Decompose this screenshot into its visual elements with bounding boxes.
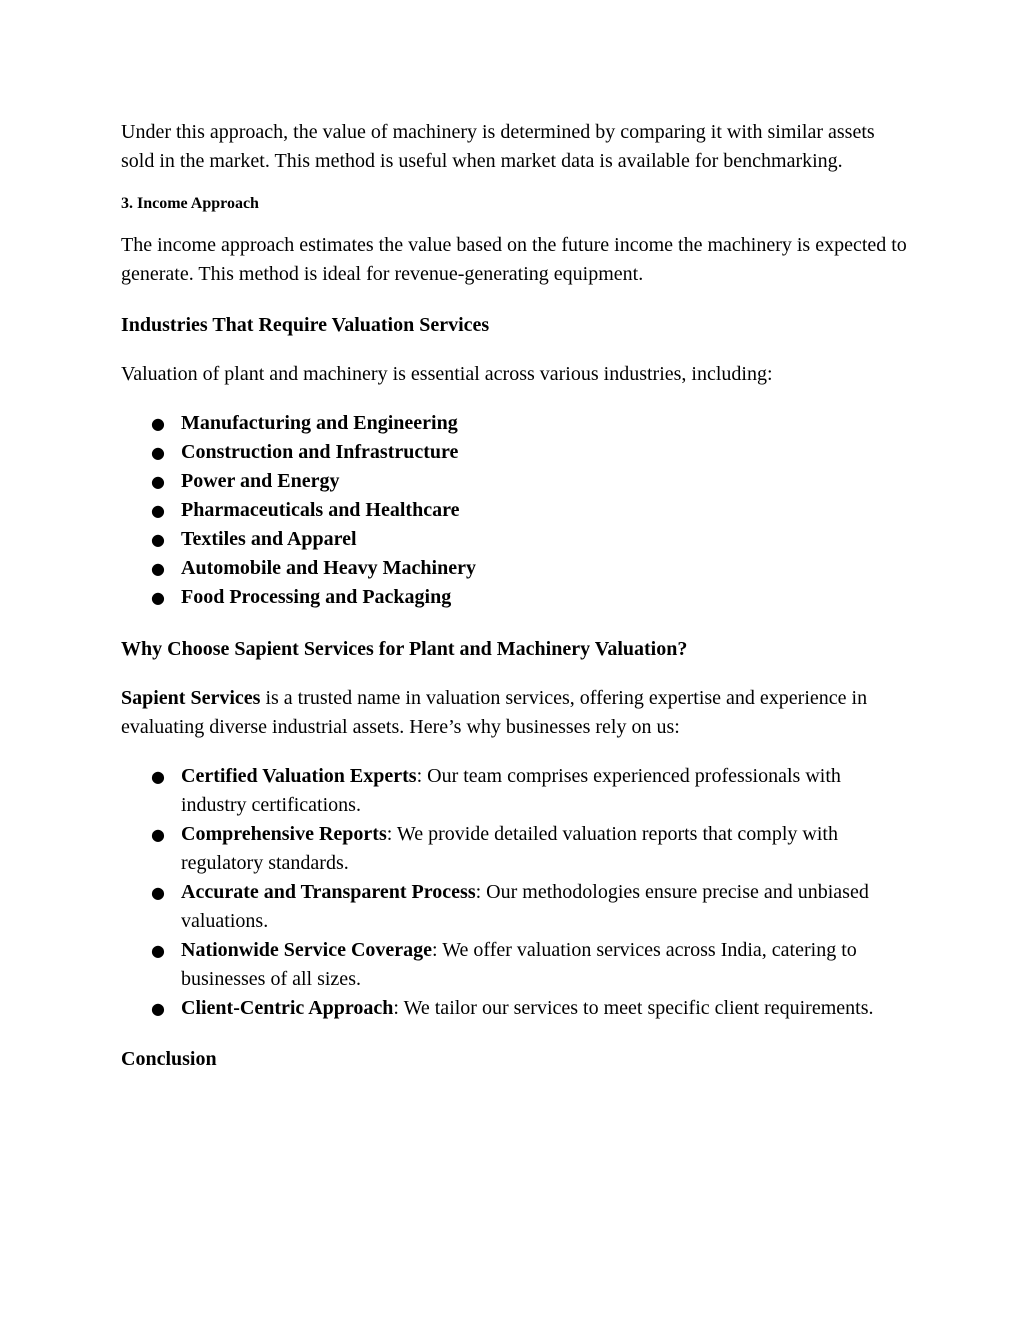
- list-item: ● Comprehensive Reports: We provide detailed valuation reports that comply with regulatory standards.: [121, 820, 911, 878]
- bullet-icon: ●: [151, 559, 165, 578]
- industries-heading: Industries That Require Valuation Services: [121, 314, 490, 336]
- bullet-icon: ●: [151, 472, 165, 491]
- why-choose-list: [121, 762, 911, 1023]
- list-item: ● Manufacturing and Engineering: [121, 409, 911, 438]
- bullet-icon: ●: [151, 825, 165, 844]
- why-choose-intro: Sapient Services is a trusted name in valuation services, offering expertise and experience in evaluating diverse industrial assets. Here’s why businesses rely on us:: [121, 687, 868, 738]
- list-item: ● Food Processing and Packaging: [121, 583, 911, 612]
- bullet-icon: ●: [151, 999, 165, 1018]
- bullet-icon: ●: [151, 530, 165, 549]
- list-item: ● Pharmaceuticals and Healthcare: [121, 496, 911, 525]
- bullet-icon: ●: [151, 501, 165, 520]
- bullet-icon: ●: [151, 414, 165, 433]
- list-item: ● Certified Valuation Experts: Our team comprises experienced professionals with industry certifications.: [121, 762, 911, 820]
- bullet-icon: ●: [151, 941, 165, 960]
- list-item: ● Automobile and Heavy Machinery: [121, 554, 911, 583]
- list-item: ● Power and Energy: [121, 467, 911, 496]
- bullet-icon: ●: [151, 588, 165, 607]
- list-item: ● Textiles and Apparel: [121, 525, 911, 554]
- bullet-icon: ●: [151, 883, 165, 902]
- company-name: Sapient Services: [121, 687, 261, 709]
- conclusion-heading: Conclusion: [121, 1048, 217, 1070]
- bullet-icon: ●: [151, 443, 165, 462]
- income-approach-paragraph: The income approach estimates the value based on the future income the machinery is expected to generate. This method is ideal for revenue-generating equipment.: [121, 234, 907, 285]
- list-item: ● Construction and Infrastructure: [121, 438, 911, 467]
- income-approach-heading: 3. Income Approach: [121, 195, 259, 212]
- list-item: ● Accurate and Transparent Process: Our methodologies ensure precise and unbiased valuations.: [121, 878, 911, 936]
- industries-list: [121, 409, 911, 612]
- why-choose-heading: Why Choose Sapient Services for Plant and Machinery Valuation?: [121, 638, 688, 660]
- list-item: ● Client-Centric Approach: We tailor our services to meet specific client requirements.: [121, 994, 911, 1023]
- industries-intro: Valuation of plant and machinery is essential across various industries, including:: [121, 363, 773, 385]
- intro-paragraph: Under this approach, the value of machinery is determined by comparing it with similar assets sold in the market. This method is useful when market data is available for benchmarking.: [121, 121, 875, 172]
- bullet-icon: ●: [151, 767, 165, 786]
- document-page: [121, 118, 911, 1074]
- list-item: ● Nationwide Service Coverage: We offer valuation services across India, catering to businesses of all sizes.: [121, 936, 911, 994]
